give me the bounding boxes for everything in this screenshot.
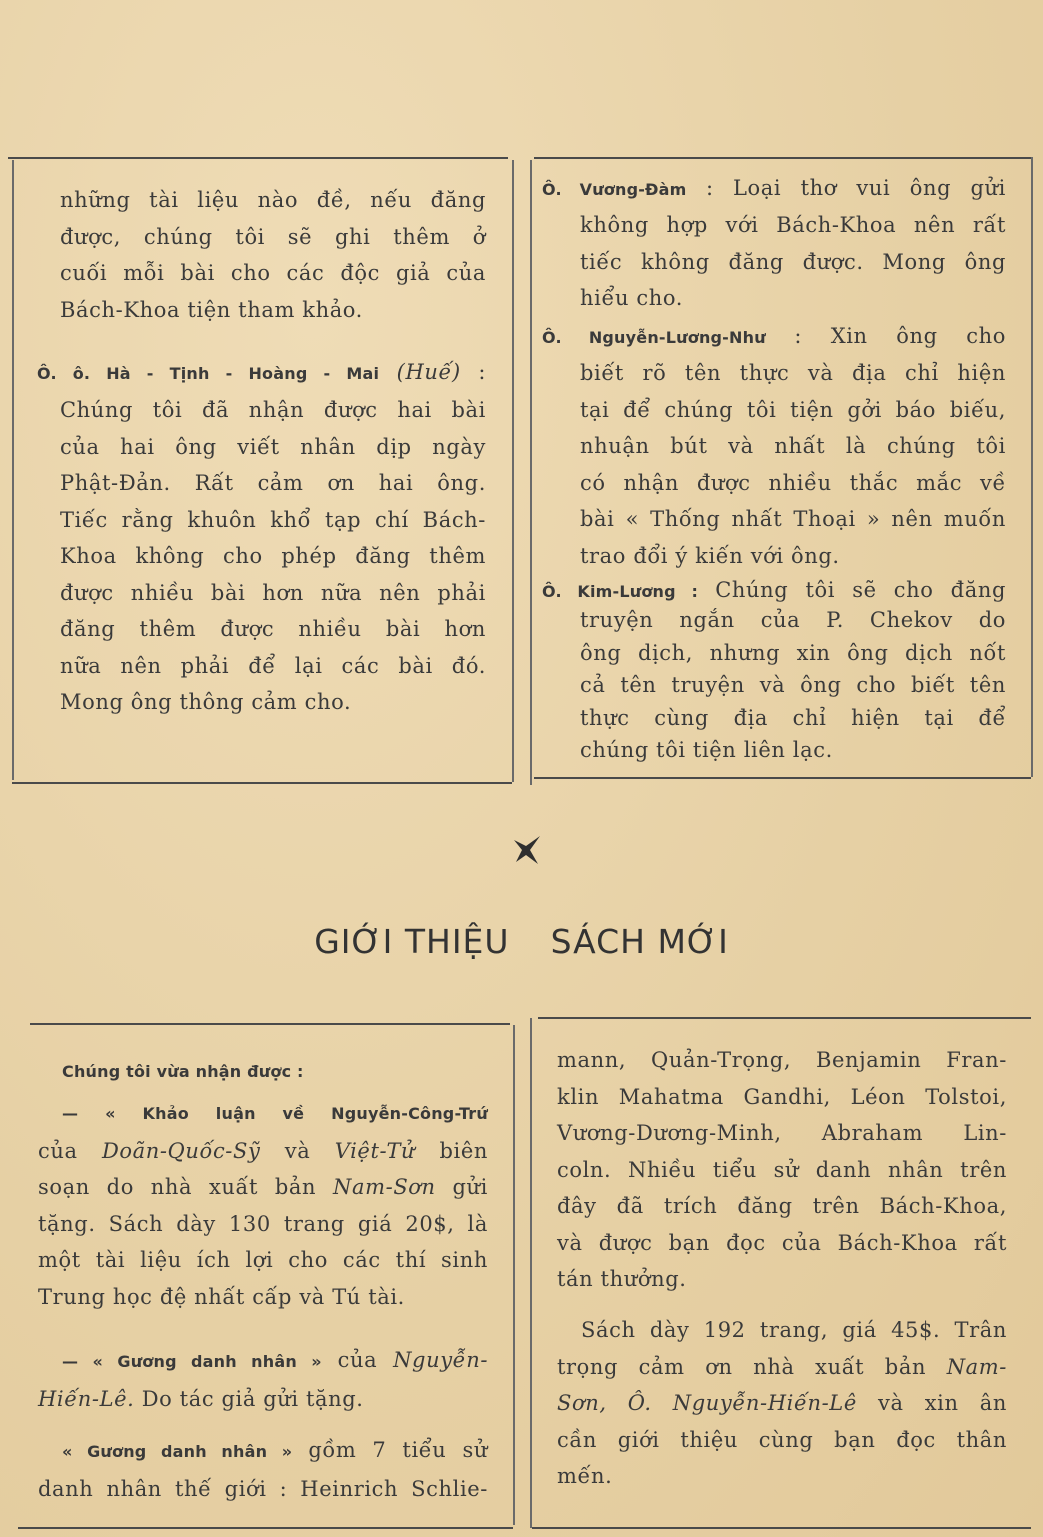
text-line: Trung học đệ nhất cấp và Tú tài. bbox=[38, 1284, 405, 1309]
text-line: tán thưởng. bbox=[557, 1267, 687, 1291]
book-1-entry bbox=[38, 1094, 488, 1315]
text-line: Bách-Khoa tiện tham khảo. bbox=[60, 297, 363, 322]
text-line: những tài liệu nào đề, nếu đăng bbox=[60, 188, 486, 212]
text-span: gửi bbox=[452, 1175, 488, 1199]
text-line: truyện ngắn của P. Chekov do bbox=[580, 608, 1006, 632]
reply-ha-tinh-body bbox=[60, 392, 486, 721]
text-line: Phật-Đản. Rất cảm ơn hai ông. bbox=[60, 471, 486, 495]
text-line: mann, Quản-Trọng, Benjamin Fran- bbox=[557, 1048, 1007, 1072]
text-span: soạn do nhà xuất bản bbox=[38, 1175, 317, 1199]
text-line: nhuận bút và nhất là chúng tôi bbox=[580, 434, 1006, 458]
text-span: : Loại thơ vui ông gửi bbox=[705, 176, 1006, 200]
text-line: đăng thêm được nhiều bài hơn bbox=[60, 617, 486, 641]
bottom-right-rule-top bbox=[538, 1017, 1031, 1019]
text-line: hiểu cho. bbox=[580, 286, 683, 310]
top-right-rule-top bbox=[534, 157, 1031, 159]
bottom-right-rule-bottom bbox=[532, 1527, 1031, 1529]
text-line: cần giới thiệu cùng bạn đọc thân bbox=[557, 1427, 1007, 1452]
reply-colon: : bbox=[478, 360, 487, 384]
reply-addressee: Ô. Kim-Lương : bbox=[542, 582, 699, 601]
text-line: Sách dày 192 trang, giá 45$. Trân bbox=[581, 1318, 1007, 1342]
top-left-border-left bbox=[12, 160, 14, 780]
text-span: trọng cảm ơn nhà xuất bản bbox=[557, 1354, 927, 1379]
text-line: không hợp với Bách-Khoa nên rất bbox=[580, 213, 1006, 237]
text-line: biết rõ tên thực và địa chỉ hiện bbox=[580, 361, 1006, 385]
text-line: tặng. Sách dày 130 trang giá 20$, là bbox=[38, 1211, 488, 1236]
text-line: được, chúng tôi sẽ ghi thêm ở bbox=[60, 224, 486, 249]
bottom-left-border-right bbox=[513, 1025, 515, 1525]
bottom-right-para-2 bbox=[557, 1312, 1007, 1495]
text-span: của bbox=[337, 1348, 378, 1372]
reply-place: (Huế) bbox=[396, 360, 461, 384]
text-line: có nhận được nhiều thắc mắc về bbox=[580, 470, 1006, 495]
text-line: của hai ông viết nhân dịp ngày bbox=[60, 434, 486, 459]
text-line: Khoa không cho phép đăng thêm bbox=[60, 544, 486, 568]
book-1-title: — « Khảo luận về Nguyễn-Công-Trứ bbox=[62, 1104, 488, 1123]
text-span: biên bbox=[439, 1138, 489, 1163]
bottom-left-rule-top bbox=[30, 1023, 510, 1025]
author-name: Ô. Nguyễn-Hiến-Lê bbox=[627, 1391, 857, 1415]
author-name: Doãn-Quốc-Sỹ bbox=[101, 1138, 261, 1163]
bottom-left-rule-bottom bbox=[18, 1527, 513, 1529]
top-left-rule-bottom bbox=[12, 782, 512, 784]
text-line: một tài liệu ích lợi cho các thí sinh bbox=[38, 1248, 488, 1272]
bottom-left-column bbox=[38, 1052, 488, 1091]
text-line: coln. Nhiều tiểu sử danh nhân trên bbox=[557, 1157, 1007, 1182]
text-line: mến. bbox=[557, 1464, 613, 1488]
text-line: trao đổi ý kiến với ông. bbox=[580, 543, 840, 568]
text-line: danh nhân thế giới : Heinrich Schlie- bbox=[38, 1476, 488, 1501]
text-line: bài « Thống nhất Thoại » nên muốn bbox=[580, 507, 1006, 531]
author-name: Hiến-Lê. bbox=[38, 1386, 135, 1411]
text-line: Mong ông thông cảm cho. bbox=[60, 690, 352, 714]
text-span: của bbox=[38, 1138, 78, 1163]
top-right-border-left bbox=[530, 160, 532, 785]
top-right-rule-bottom bbox=[534, 777, 1031, 779]
reply-vuong-dam bbox=[542, 170, 1006, 209]
text-line: klin Mahatma Gandhi, Léon Tolstoi, bbox=[557, 1084, 1007, 1109]
text-span: : Xin ông cho bbox=[794, 324, 1007, 348]
text-line: chúng tôi tiện liên lạc. bbox=[580, 738, 833, 762]
text-line: nữa nên phải để lại các bài đó. bbox=[60, 653, 486, 678]
text-span: Chúng tôi sẽ cho đăng bbox=[715, 578, 1007, 602]
text-line: đây đã trích đăng trên Bách-Khoa, bbox=[557, 1194, 1007, 1218]
bottom-right-border-left bbox=[530, 1018, 532, 1528]
top-left-border-right bbox=[512, 160, 514, 782]
reply-addressee: Ô. Nguyễn-Lương-Như bbox=[542, 328, 766, 347]
text-span: và bbox=[284, 1138, 311, 1163]
text-line: tiếc không đăng được. Mong ông bbox=[580, 249, 1006, 274]
top-right-border-right bbox=[1031, 157, 1033, 777]
text-line: cả tên truyện và ông cho biết tên bbox=[580, 673, 1006, 697]
book-2-title: — « Gương danh nhân » bbox=[62, 1352, 322, 1371]
author-name: Nguyễn- bbox=[393, 1348, 489, 1372]
text-line: Vương-Dương-Minh, Abraham Lin- bbox=[557, 1121, 1007, 1145]
section-heading bbox=[0, 922, 1043, 961]
text-line: thực cùng địa chỉ hiện tại để bbox=[580, 705, 1006, 730]
intro-label: Chúng tôi vừa nhận được : bbox=[62, 1062, 304, 1081]
text-line: được nhiều bài hơn nữa nên phải bbox=[60, 580, 486, 605]
text-line: Tiếc rằng khuôn khổ tạp chí Bách- bbox=[60, 507, 486, 532]
publisher-name: Sơn, bbox=[557, 1391, 607, 1415]
reply-addressee: Ô. ô. Hà - Tịnh - Hoàng - Mai bbox=[37, 364, 380, 383]
reply-addressee: Ô. Vương-Đàm bbox=[542, 180, 687, 199]
star-ornament-icon bbox=[506, 830, 546, 870]
author-name: Việt-Tử bbox=[334, 1138, 416, 1163]
reply-kim-luong-body bbox=[580, 604, 1006, 767]
text-line: tại để chúng tôi tiện gởi báo biếu, bbox=[580, 397, 1006, 422]
book-2-description bbox=[38, 1432, 488, 1507]
top-left-rule-top bbox=[8, 157, 508, 159]
text-line: ông dịch, nhưng xin ông dịch nốt bbox=[580, 640, 1006, 665]
bottom-right-column bbox=[557, 1042, 1007, 1298]
reply-vuong-dam-body bbox=[580, 207, 1006, 317]
book-2-entry bbox=[38, 1342, 488, 1417]
text-span: gồm 7 tiểu sử bbox=[308, 1438, 488, 1462]
heading-word-1: GIỚI THIỆU bbox=[314, 922, 510, 961]
heading-word-2: SÁCH MỚI bbox=[550, 922, 729, 961]
text-span: và xin ân bbox=[878, 1391, 1007, 1415]
reply-nguyen-luong-nhu bbox=[542, 318, 1006, 357]
text-line: cuối mỗi bài cho các độc giả của bbox=[60, 261, 486, 285]
reply-ha-tinh-hoang-mai bbox=[37, 354, 486, 393]
book-2-title-ref: « Gương danh nhân » bbox=[62, 1442, 293, 1461]
publisher-name: Nam- bbox=[946, 1354, 1008, 1379]
publisher-name: Nam-Sơn bbox=[333, 1175, 436, 1199]
text-line: và được bạn đọc của Bách-Khoa rất bbox=[557, 1230, 1007, 1255]
reply-nguyen-luong-nhu-body bbox=[580, 355, 1006, 574]
top-left-column bbox=[60, 182, 486, 328]
text-span: Do tác giả gửi tặng. bbox=[141, 1386, 364, 1411]
text-line: Chúng tôi đã nhận được hai bài bbox=[60, 398, 486, 422]
